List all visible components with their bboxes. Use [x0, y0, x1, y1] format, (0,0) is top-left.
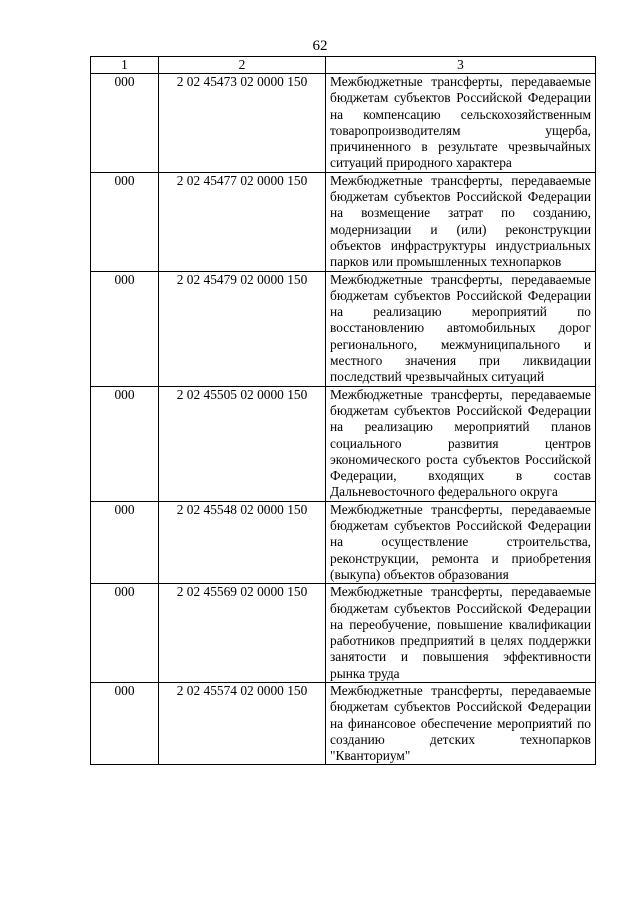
admin-code-cell: 000 [91, 74, 159, 173]
table-row [91, 386, 596, 501]
budget-codes-table [90, 56, 596, 765]
budget-code-cell: 2 02 45569 02 0000 150 [159, 584, 326, 683]
column-header-3: 3 [326, 57, 596, 74]
table-row [91, 271, 596, 386]
admin-code-cell: 000 [91, 682, 159, 764]
description-cell: Межбюджетные трансферты, передаваемые бюджетам субъектов Российской Федерации на реализацию мероприятий по восстановлению автомобильных дорог регионального, межмуниципального и местного значения при ликвидации последствий чрезвычайных ситуаций [326, 271, 596, 386]
admin-code-cell: 000 [91, 271, 159, 386]
description-cell: Межбюджетные трансферты, передаваемые бюджетам субъектов Российской Федерации на финансовое обеспечение мероприятий по созданию детских технопарков "Кванториум" [326, 682, 596, 764]
budget-code-cell: 2 02 45479 02 0000 150 [159, 271, 326, 386]
table-row [91, 172, 596, 271]
description-cell: Межбюджетные трансферты, передаваемые бюджетам субъектов Российской Федерации на возмещение затрат по созданию, модернизации и (или) реконструкции объектов инфраструктуры индустриальных парков или промышленных технопарков [326, 172, 596, 271]
column-header-1: 1 [91, 57, 159, 74]
table-row [91, 584, 596, 683]
description-cell: Межбюджетные трансферты, передаваемые бюджетам субъектов Российской Федерации на реализацию мероприятий планов социального развития центров экономического роста субъектов Российской Федерации, входящих в состав Дальневосточного федерального округа [326, 386, 596, 501]
budget-code-cell: 2 02 45473 02 0000 150 [159, 74, 326, 173]
admin-code-cell: 000 [91, 584, 159, 683]
budget-code-cell: 2 02 45477 02 0000 150 [159, 172, 326, 271]
table-row [91, 74, 596, 173]
description-cell: Межбюджетные трансферты, передаваемые бюджетам субъектов Российской Федерации на компенсацию сельскохозяйственным товаропроизводителям ущерба, причиненного в результате чрезвычайных ситуаций природного характера [326, 74, 596, 173]
budget-code-cell: 2 02 45505 02 0000 150 [159, 386, 326, 501]
page-number: 62 [312, 38, 328, 54]
description-cell: Межбюджетные трансферты, передаваемые бюджетам субъектов Российской Федерации на осуществление строительства, реконструкции, ремонта и приобретения (выкупа) объектов образования [326, 501, 596, 583]
table-row [91, 682, 596, 764]
admin-code-cell: 000 [91, 386, 159, 501]
table-header-row [91, 57, 596, 74]
description-cell: Межбюджетные трансферты, передаваемые бюджетам субъектов Российской Федерации на переобучение, повышение квалификации работников предприятий в целях поддержки занятости и повышения эффективности рынка труда [326, 584, 596, 683]
admin-code-cell: 000 [91, 501, 159, 583]
budget-code-cell: 2 02 45548 02 0000 150 [159, 501, 326, 583]
column-header-2: 2 [159, 57, 326, 74]
admin-code-cell: 000 [91, 172, 159, 271]
table-row [91, 501, 596, 583]
budget-code-cell: 2 02 45574 02 0000 150 [159, 682, 326, 764]
